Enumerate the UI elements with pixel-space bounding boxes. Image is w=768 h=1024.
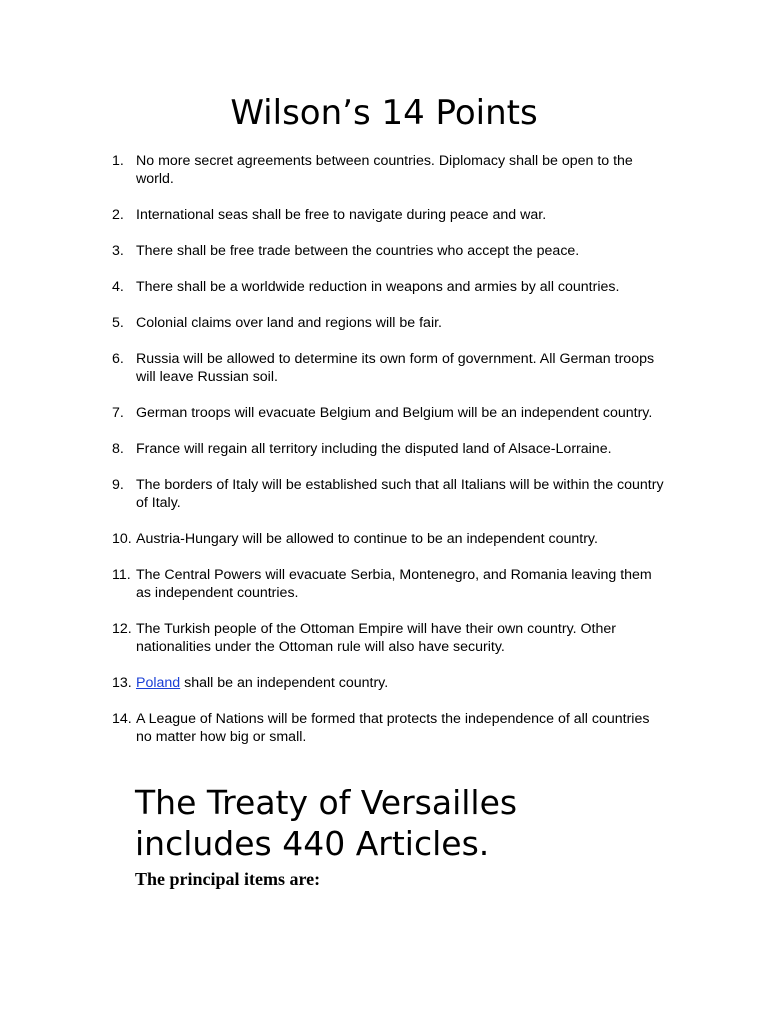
treaty-heading <box>135 782 695 864</box>
point-text: Austria-Hungary will be allowed to continue to be an independent country. <box>136 531 598 547</box>
point-text: The Central Powers will evacuate Serbia, Montenegro, and Romania leaving them as independent countries. <box>136 567 652 601</box>
list-item <box>112 278 668 296</box>
point-number: 11. <box>112 567 131 583</box>
point-number: 10. <box>112 531 132 547</box>
point-text: There shall be free trade between the countries who accept the peace. <box>136 243 580 259</box>
point-number: 3. <box>112 243 124 259</box>
list-item <box>112 674 668 692</box>
list-item <box>112 620 668 656</box>
points-list <box>112 152 668 764</box>
list-item <box>112 350 668 386</box>
point-text: German troops will evacuate Belgium and Belgium will be an independent country. <box>136 405 653 421</box>
treaty-subheading: The principal items are: <box>135 869 321 889</box>
point-text: The borders of Italy will be established such that all Italians will be within the country of Italy. <box>136 477 664 511</box>
point-text: No more secret agreements between countries. Diplomacy shall be open to the world. <box>136 153 633 187</box>
point-number: 13. <box>112 675 132 691</box>
point-number: 7. <box>112 405 124 421</box>
point-text: The Turkish people of the Ottoman Empire will have their own country. Other nationalities under the Ottoman rule will also have security. <box>136 621 616 655</box>
point-number: 12. <box>112 621 132 637</box>
list-item <box>112 710 668 746</box>
point-text: There shall be a worldwide reduction in weapons and armies by all countries. <box>136 279 620 295</box>
list-item <box>112 152 668 188</box>
list-item <box>112 530 668 548</box>
point-number: 9. <box>112 477 124 493</box>
page-title: Wilson’s 14 Points <box>230 93 538 133</box>
poland-link[interactable]: Poland <box>136 675 181 691</box>
point-number: 8. <box>112 441 124 457</box>
list-item <box>112 404 668 422</box>
list-item <box>112 440 668 458</box>
point-text: Russia will be allowed to determine its own form of government. All German troops will leave Russian soil. <box>136 351 655 385</box>
list-item <box>112 314 668 332</box>
treaty-heading-line-2: includes 440 Articles. <box>135 824 490 863</box>
point-number: 14. <box>112 711 132 727</box>
treaty-heading-line-1: The Treaty of Versailles <box>135 783 518 822</box>
point-text: France will regain all territory including the disputed land of Alsace-Lorraine. <box>136 441 612 457</box>
list-item <box>112 242 668 260</box>
list-item <box>112 476 668 512</box>
point-number: 4. <box>112 279 124 295</box>
point-text: shall be an independent country. <box>180 675 389 691</box>
point-number: 6. <box>112 351 124 367</box>
point-number: 1. <box>112 153 124 169</box>
point-text: Colonial claims over land and regions will be fair. <box>136 315 442 331</box>
point-text: International seas shall be free to navigate during peace and war. <box>136 207 547 223</box>
list-item <box>112 566 668 602</box>
list-item <box>112 206 668 224</box>
point-number: 5. <box>112 315 124 331</box>
point-text: A League of Nations will be formed that protects the independence of all countries no matter how big or small. <box>136 711 650 745</box>
point-number: 2. <box>112 207 124 223</box>
